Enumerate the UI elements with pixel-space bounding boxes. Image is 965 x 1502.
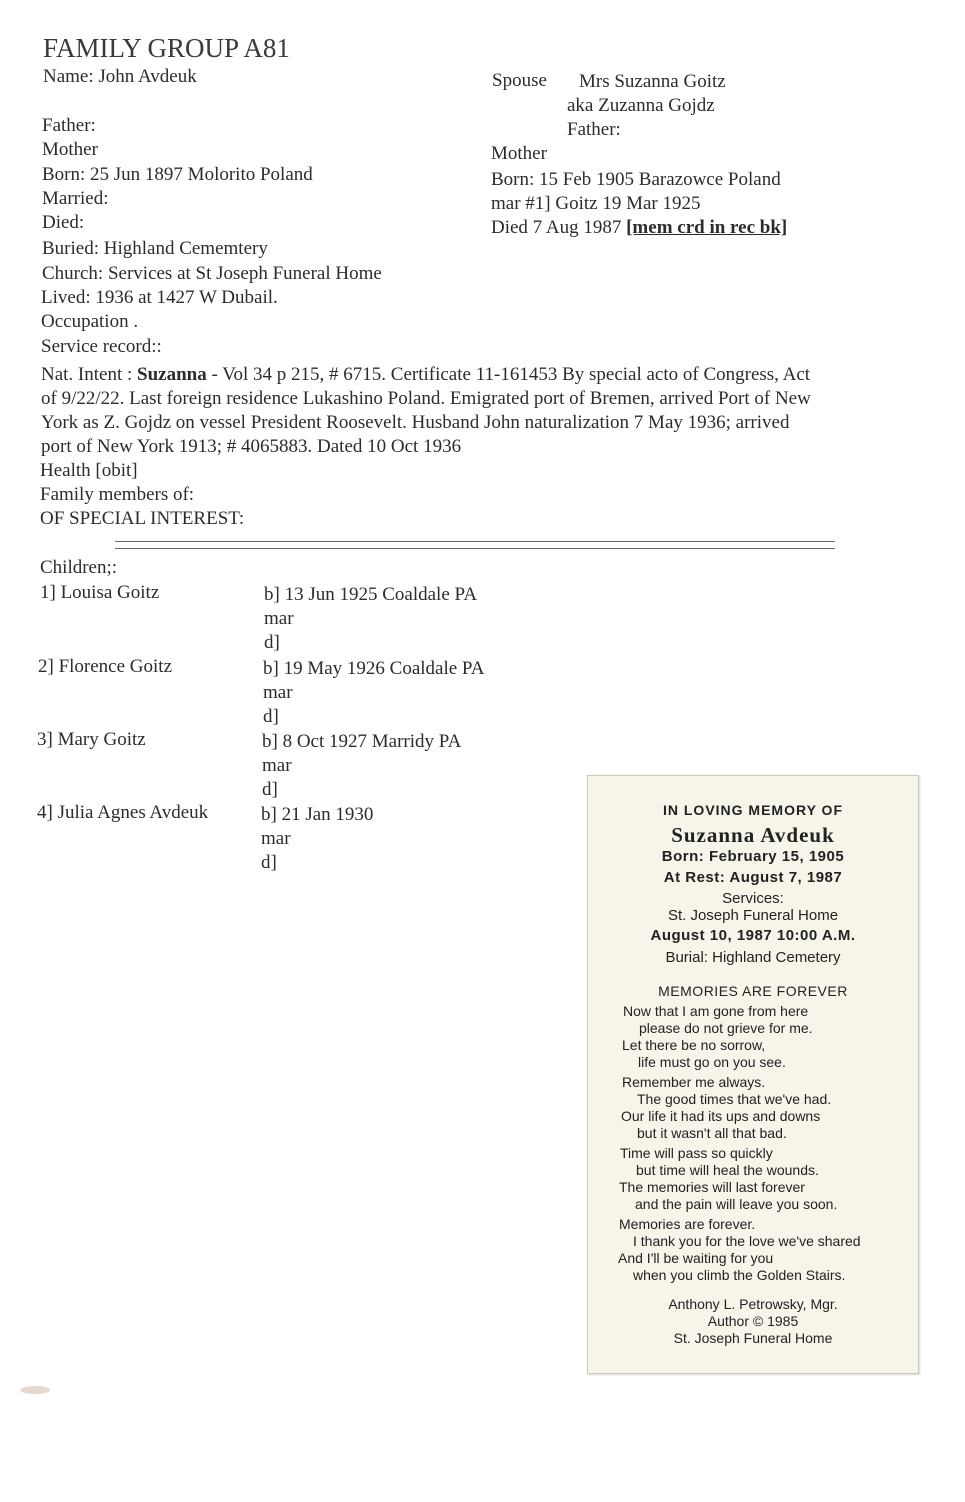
card-copyright: Author © 1985 [707, 1313, 799, 1329]
child-name: 4] Julia Agnes Avdeuk [37, 802, 209, 823]
poem-line: Memories are forever. [619, 1216, 756, 1232]
child-died: d] [263, 706, 279, 727]
child-name: 2] Florence Goitz [38, 656, 173, 677]
child-name: 3] Mary Goitz [37, 729, 146, 750]
poem-line: Time will pass so quickly [620, 1145, 773, 1161]
card-poem-title: MEMORIES ARE FOREVER [658, 983, 848, 999]
poem-line: And I'll be waiting for you [618, 1250, 774, 1266]
card-born: Born: February 15, 1905 [661, 848, 845, 865]
spouse-died [491, 217, 787, 239]
poem-line: but time will heal the wounds. [636, 1162, 819, 1178]
child-married: mar [264, 608, 294, 629]
poem-line: but it wasn't all that bad. [637, 1125, 787, 1141]
child-born: b] 19 May 1926 Coaldale PA [263, 658, 485, 679]
family-members-line: Family members of: [40, 484, 195, 505]
child-born: b] 21 Jan 1930 [261, 804, 374, 825]
service-record-line: Service record:: [41, 336, 162, 357]
page-title: FAMILY GROUP A81 [43, 33, 290, 63]
poem-line: Let there be no sorrow, [622, 1037, 766, 1053]
child-died: d] [264, 632, 280, 653]
spouse-label: Spouse [492, 70, 547, 91]
poem-line: The good times that we've had. [637, 1091, 832, 1107]
name-line: Name: John Avdeuk [43, 66, 197, 87]
card-at-rest: At Rest: August 7, 1987 [663, 869, 843, 886]
poem-line: I thank you for the love we've shared [633, 1233, 861, 1249]
child-name: 1] Louisa Goitz [40, 582, 160, 603]
mother-line: Mother [42, 139, 98, 160]
married-line: Married: [42, 188, 109, 209]
children-label: Children;: [40, 557, 118, 578]
nat-intent-rest: - Vol 34 p 215, # 6715. Certificate 11-161453 By special acto of Congress, Act [206, 364, 811, 385]
spouse-mother: Mother [491, 143, 547, 164]
poem-line: The memories will last forever [619, 1179, 805, 1195]
poem-line: Now that I am gone from here [623, 1003, 809, 1019]
card-burial: Burial: Highland Cemetery [665, 949, 841, 966]
child-died: d] [262, 779, 278, 800]
spouse-father: Father: [567, 119, 621, 140]
nat-intent-line-1 [41, 364, 810, 386]
divider [115, 541, 835, 549]
card-heading: IN LOVING MEMORY OF [662, 802, 843, 818]
church-line: Church: Services at St Joseph Funeral Home [42, 263, 382, 284]
child-married: mar [262, 755, 292, 776]
occupation-line: Occupation . [41, 311, 139, 332]
spouse-name: Mrs Suzanna Goitz [579, 71, 726, 92]
health-line: Health [obit] [40, 460, 138, 481]
nat-intent-name: Suzanna [137, 364, 207, 385]
poem-line: please do not grieve for me. [639, 1020, 813, 1036]
poem-line: Our life it had its ups and downs [621, 1108, 821, 1124]
card-services: Services: [722, 890, 784, 907]
poem-line: when you climb the Golden Stairs. [633, 1267, 846, 1283]
memorial-card [587, 775, 919, 1374]
child-born: b] 13 Jun 1925 Coaldale PA [264, 584, 478, 605]
card-author: Anthony L. Petrowsky, Mgr. [668, 1296, 838, 1312]
card-name: Suzanna Avdeuk [671, 823, 835, 847]
child-died: d] [261, 852, 277, 873]
child-married: mar [263, 682, 293, 703]
lived-line: Lived: 1936 at 1427 W Dubail. [41, 287, 278, 308]
card-footer: St. Joseph Funeral Home [673, 1330, 833, 1346]
paper-smudge [20, 1386, 50, 1394]
poem-line: Remember me always. [622, 1074, 766, 1090]
card-funeral-home: St. Joseph Funeral Home [667, 907, 839, 924]
card-service-date: August 10, 1987 10:00 A.M. [650, 927, 856, 944]
memorial-card-link[interactable]: [mem crd in rec bk] [626, 217, 788, 238]
nat-intent-line-4: port of New York 1913; # 4065883. Dated 10 Oct 1936 [41, 436, 462, 457]
spouse-aka: aka Zuzanna Gojdz [567, 95, 715, 116]
spouse-born: Born: 15 Feb 1905 Barazowce Poland [491, 169, 781, 190]
buried-line: Buried: Highland Cememtery [42, 238, 268, 259]
child-married: mar [261, 828, 291, 849]
nat-intent-prefix: Nat. Intent : [41, 364, 133, 385]
poem-line: and the pain will leave you soon. [635, 1196, 838, 1212]
died-line: Died: [42, 212, 85, 233]
born-line: Born: 25 Jun 1897 Molorito Poland [42, 164, 313, 185]
nat-intent-line-3: York as Z. Gojdz on vessel President Roosevelt. Husband John naturalization 7 May 1936; arrived [41, 412, 790, 433]
father-line: Father: [42, 115, 96, 136]
spouse-marriage: mar #1] Goitz 19 Mar 1925 [491, 193, 701, 214]
nat-intent-line-2: of 9/22/22. Last foreign residence Lukashino Poland. Emigrated port of Bremen, arrived Port of New [41, 388, 811, 409]
poem-line: life must go on you see. [638, 1054, 786, 1070]
special-interest-line: OF SPECIAL INTEREST: [40, 508, 245, 529]
spouse-died-text: Died 7 Aug 1987 [491, 217, 622, 238]
child-born: b] 8 Oct 1927 Marridy PA [262, 731, 462, 752]
